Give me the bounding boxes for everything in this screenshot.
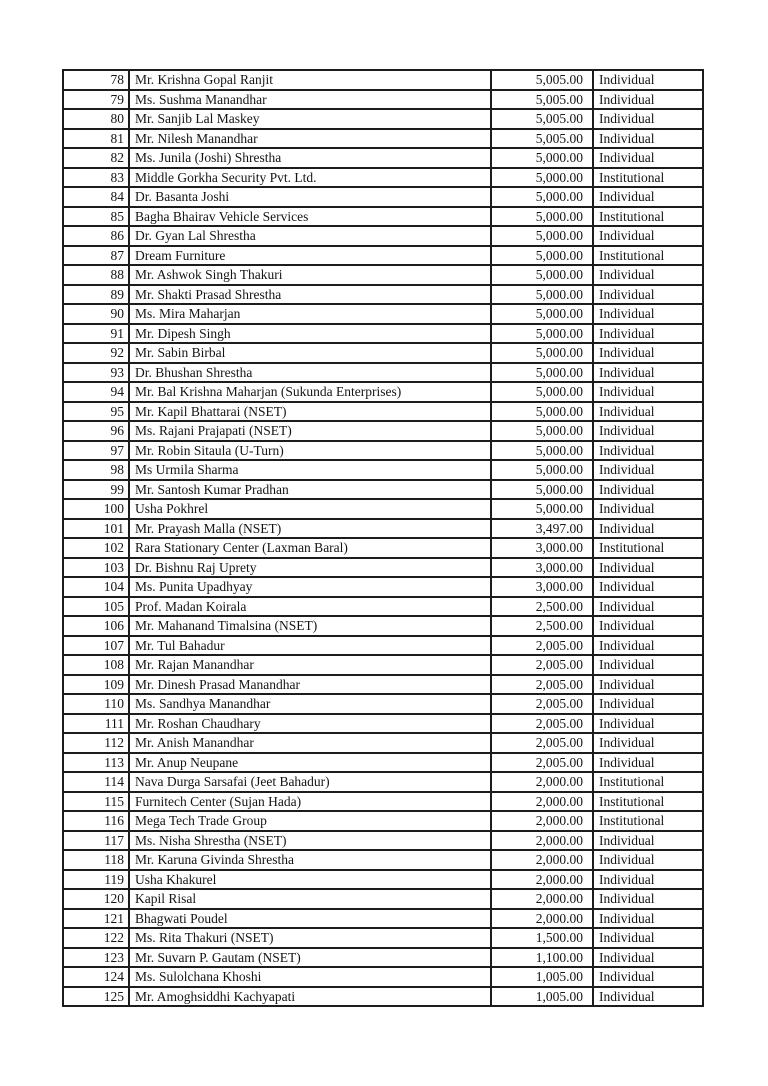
cell-donor-type: Individual <box>593 714 703 734</box>
cell-donor-type: Individual <box>593 480 703 500</box>
cell-donor-type: Individual <box>593 343 703 363</box>
cell-donor-name: Mr. Prayash Malla (NSET) <box>129 519 491 539</box>
cell-donor-name: Ms. Mira Maharjan <box>129 304 491 324</box>
cell-serial-number: 99 <box>63 480 129 500</box>
cell-donor-type: Institutional <box>593 246 703 266</box>
cell-donor-name: Mr. Suvarn P. Gautam (NSET) <box>129 948 491 968</box>
cell-donor-type: Individual <box>593 382 703 402</box>
cell-donor-type: Individual <box>593 675 703 695</box>
cell-amount: 5,000.00 <box>491 187 593 207</box>
cell-donor-type: Individual <box>593 109 703 129</box>
cell-donor-type: Individual <box>593 324 703 344</box>
table-row <box>63 441 703 461</box>
cell-serial-number: 81 <box>63 129 129 149</box>
cell-donor-type: Individual <box>593 558 703 578</box>
cell-amount: 5,005.00 <box>491 129 593 149</box>
cell-serial-number: 125 <box>63 987 129 1007</box>
cell-serial-number: 97 <box>63 441 129 461</box>
cell-amount: 2,000.00 <box>491 772 593 792</box>
cell-amount: 5,005.00 <box>491 109 593 129</box>
cell-amount: 5,000.00 <box>491 402 593 422</box>
cell-donor-type: Individual <box>593 285 703 305</box>
cell-serial-number: 102 <box>63 538 129 558</box>
cell-amount: 5,000.00 <box>491 324 593 344</box>
table-row <box>63 499 703 519</box>
cell-donor-type: Individual <box>593 187 703 207</box>
table-row <box>63 304 703 324</box>
cell-amount: 1,005.00 <box>491 987 593 1007</box>
cell-donor-name: Mr. Krishna Gopal Ranjit <box>129 70 491 90</box>
cell-amount: 2,000.00 <box>491 889 593 909</box>
cell-amount: 5,000.00 <box>491 285 593 305</box>
table-row <box>63 967 703 987</box>
cell-amount: 2,005.00 <box>491 714 593 734</box>
cell-amount: 2,000.00 <box>491 850 593 870</box>
cell-donor-type: Individual <box>593 831 703 851</box>
cell-donor-type: Individual <box>593 694 703 714</box>
cell-serial-number: 103 <box>63 558 129 578</box>
cell-serial-number: 122 <box>63 928 129 948</box>
cell-amount: 5,000.00 <box>491 265 593 285</box>
cell-serial-number: 90 <box>63 304 129 324</box>
table-row <box>63 480 703 500</box>
table-row <box>63 363 703 383</box>
cell-donor-name: Mr. Amoghsiddhi Kachyapati <box>129 987 491 1007</box>
table-row <box>63 538 703 558</box>
cell-donor-name: Ms. Rajani Prajapati (NSET) <box>129 421 491 441</box>
cell-amount: 5,005.00 <box>491 70 593 90</box>
cell-donor-type: Institutional <box>593 772 703 792</box>
cell-amount: 5,005.00 <box>491 90 593 110</box>
cell-serial-number: 113 <box>63 753 129 773</box>
cell-donor-name: Usha Khakurel <box>129 870 491 890</box>
cell-amount: 5,000.00 <box>491 460 593 480</box>
cell-amount: 5,000.00 <box>491 304 593 324</box>
table-row <box>63 733 703 753</box>
cell-amount: 5,000.00 <box>491 168 593 188</box>
table-row <box>63 655 703 675</box>
cell-serial-number: 80 <box>63 109 129 129</box>
cell-donor-type: Individual <box>593 753 703 773</box>
cell-donor-name: Rara Stationary Center (Laxman Baral) <box>129 538 491 558</box>
table-row <box>63 109 703 129</box>
cell-serial-number: 98 <box>63 460 129 480</box>
cell-amount: 3,497.00 <box>491 519 593 539</box>
cell-donor-name: Mr. Nilesh Manandhar <box>129 129 491 149</box>
cell-serial-number: 92 <box>63 343 129 363</box>
cell-donor-name: Mr. Mahanand Timalsina (NSET) <box>129 616 491 636</box>
cell-donor-type: Individual <box>593 636 703 656</box>
cell-donor-name: Mr. Bal Krishna Maharjan (Sukunda Enterprises) <box>129 382 491 402</box>
cell-donor-name: Prof. Madan Koirala <box>129 597 491 617</box>
cell-serial-number: 121 <box>63 909 129 929</box>
table-row <box>63 831 703 851</box>
cell-serial-number: 107 <box>63 636 129 656</box>
table-row <box>63 168 703 188</box>
cell-donor-name: Mr. Shakti Prasad Shrestha <box>129 285 491 305</box>
cell-donor-name: Mr. Kapil Bhattarai (NSET) <box>129 402 491 422</box>
table-row <box>63 519 703 539</box>
cell-serial-number: 110 <box>63 694 129 714</box>
cell-donor-type: Individual <box>593 304 703 324</box>
cell-donor-type: Individual <box>593 421 703 441</box>
cell-donor-name: Mr. Ashwok Singh Thakuri <box>129 265 491 285</box>
table-row <box>63 558 703 578</box>
cell-donor-name: Mr. Robin Sitaula (U-Turn) <box>129 441 491 461</box>
cell-amount: 2,005.00 <box>491 675 593 695</box>
cell-donor-type: Individual <box>593 90 703 110</box>
table-row <box>63 889 703 909</box>
cell-serial-number: 78 <box>63 70 129 90</box>
cell-serial-number: 100 <box>63 499 129 519</box>
cell-donor-type: Individual <box>593 616 703 636</box>
cell-amount: 2,500.00 <box>491 616 593 636</box>
table-row <box>63 987 703 1007</box>
cell-serial-number: 84 <box>63 187 129 207</box>
cell-donor-type: Individual <box>593 70 703 90</box>
cell-serial-number: 109 <box>63 675 129 695</box>
cell-donor-name: Mr. Roshan Chaudhary <box>129 714 491 734</box>
table-row <box>63 148 703 168</box>
table-row <box>63 636 703 656</box>
table-row <box>63 948 703 968</box>
cell-donor-type: Individual <box>593 519 703 539</box>
cell-serial-number: 120 <box>63 889 129 909</box>
cell-donor-name: Mr. Anup Neupane <box>129 753 491 773</box>
cell-amount: 2,005.00 <box>491 733 593 753</box>
cell-donor-type: Individual <box>593 889 703 909</box>
table-row <box>63 246 703 266</box>
cell-serial-number: 79 <box>63 90 129 110</box>
cell-donor-type: Individual <box>593 987 703 1007</box>
cell-donor-type: Individual <box>593 909 703 929</box>
cell-amount: 2,000.00 <box>491 811 593 831</box>
table-row <box>63 421 703 441</box>
cell-amount: 2,005.00 <box>491 753 593 773</box>
cell-amount: 1,500.00 <box>491 928 593 948</box>
cell-donor-name: Ms. Sulolchana Khoshi <box>129 967 491 987</box>
cell-donor-type: Individual <box>593 967 703 987</box>
cell-serial-number: 115 <box>63 792 129 812</box>
cell-donor-name: Ms. Sushma Manandhar <box>129 90 491 110</box>
cell-donor-name: Mr. Karuna Givinda Shrestha <box>129 850 491 870</box>
cell-donor-name: Usha Pokhrel <box>129 499 491 519</box>
cell-amount: 2,500.00 <box>491 597 593 617</box>
cell-donor-name: Kapil Risal <box>129 889 491 909</box>
cell-donor-type: Institutional <box>593 792 703 812</box>
cell-donor-name: Mr. Sanjib Lal Maskey <box>129 109 491 129</box>
cell-serial-number: 86 <box>63 226 129 246</box>
cell-donor-name: Furnitech Center (Sujan Hada) <box>129 792 491 812</box>
table-row <box>63 129 703 149</box>
table-row <box>63 909 703 929</box>
cell-amount: 1,100.00 <box>491 948 593 968</box>
cell-donor-type: Institutional <box>593 207 703 227</box>
cell-donor-name: Mr. Tul Bahadur <box>129 636 491 656</box>
cell-donor-type: Individual <box>593 363 703 383</box>
table-row <box>63 460 703 480</box>
cell-donor-name: Ms. Rita Thakuri (NSET) <box>129 928 491 948</box>
cell-serial-number: 114 <box>63 772 129 792</box>
cell-donor-name: Ms. Junila (Joshi) Shrestha <box>129 148 491 168</box>
cell-donor-name: Bhagwati Poudel <box>129 909 491 929</box>
donor-list-table <box>62 69 704 1007</box>
table-row <box>63 753 703 773</box>
cell-donor-type: Individual <box>593 850 703 870</box>
cell-serial-number: 104 <box>63 577 129 597</box>
cell-donor-name: Ms. Sandhya Manandhar <box>129 694 491 714</box>
cell-amount: 3,000.00 <box>491 538 593 558</box>
cell-donor-name: Mr. Anish Manandhar <box>129 733 491 753</box>
cell-donor-type: Individual <box>593 129 703 149</box>
cell-donor-type: Individual <box>593 597 703 617</box>
table-row <box>63 714 703 734</box>
cell-donor-name: Bagha Bhairav Vehicle Services <box>129 207 491 227</box>
table-row <box>63 187 703 207</box>
table-row <box>63 324 703 344</box>
cell-donor-type: Institutional <box>593 811 703 831</box>
cell-donor-name: Ms. Nisha Shrestha (NSET) <box>129 831 491 851</box>
cell-amount: 2,000.00 <box>491 831 593 851</box>
cell-donor-name: Mr. Sabin Birbal <box>129 343 491 363</box>
cell-serial-number: 93 <box>63 363 129 383</box>
cell-serial-number: 82 <box>63 148 129 168</box>
cell-amount: 2,000.00 <box>491 792 593 812</box>
cell-amount: 5,000.00 <box>491 363 593 383</box>
cell-serial-number: 123 <box>63 948 129 968</box>
cell-amount: 5,000.00 <box>491 499 593 519</box>
table-row <box>63 675 703 695</box>
table-row <box>63 597 703 617</box>
cell-serial-number: 101 <box>63 519 129 539</box>
table-row <box>63 850 703 870</box>
cell-amount: 5,000.00 <box>491 148 593 168</box>
cell-amount: 3,000.00 <box>491 558 593 578</box>
cell-donor-type: Individual <box>593 499 703 519</box>
cell-donor-name: Dream Furniture <box>129 246 491 266</box>
table-row <box>63 207 703 227</box>
table-row <box>63 343 703 363</box>
cell-donor-type: Individual <box>593 402 703 422</box>
cell-donor-name: Dr. Bishnu Raj Uprety <box>129 558 491 578</box>
cell-donor-name: Dr. Bhushan Shrestha <box>129 363 491 383</box>
cell-serial-number: 117 <box>63 831 129 851</box>
cell-serial-number: 118 <box>63 850 129 870</box>
cell-serial-number: 96 <box>63 421 129 441</box>
cell-donor-type: Individual <box>593 655 703 675</box>
table-row <box>63 792 703 812</box>
cell-amount: 2,000.00 <box>491 909 593 929</box>
cell-donor-name: Nava Durga Sarsafai (Jeet Bahadur) <box>129 772 491 792</box>
table-row <box>63 577 703 597</box>
table-row <box>63 402 703 422</box>
table-row <box>63 870 703 890</box>
cell-serial-number: 111 <box>63 714 129 734</box>
cell-donor-type: Individual <box>593 441 703 461</box>
cell-serial-number: 106 <box>63 616 129 636</box>
cell-donor-name: Ms Urmila Sharma <box>129 460 491 480</box>
cell-donor-type: Individual <box>593 460 703 480</box>
table-row <box>63 382 703 402</box>
table-row <box>63 226 703 246</box>
cell-serial-number: 88 <box>63 265 129 285</box>
cell-amount: 5,000.00 <box>491 480 593 500</box>
cell-amount: 5,000.00 <box>491 421 593 441</box>
table-row <box>63 70 703 90</box>
cell-serial-number: 91 <box>63 324 129 344</box>
cell-donor-type: Individual <box>593 577 703 597</box>
cell-donor-type: Individual <box>593 733 703 753</box>
cell-amount: 2,005.00 <box>491 655 593 675</box>
cell-donor-type: Institutional <box>593 168 703 188</box>
cell-serial-number: 94 <box>63 382 129 402</box>
cell-amount: 2,000.00 <box>491 870 593 890</box>
cell-serial-number: 116 <box>63 811 129 831</box>
cell-serial-number: 83 <box>63 168 129 188</box>
donor-table-body <box>63 70 703 1006</box>
cell-serial-number: 108 <box>63 655 129 675</box>
cell-serial-number: 119 <box>63 870 129 890</box>
cell-serial-number: 105 <box>63 597 129 617</box>
cell-donor-type: Individual <box>593 148 703 168</box>
table-row <box>63 90 703 110</box>
cell-serial-number: 87 <box>63 246 129 266</box>
cell-amount: 5,000.00 <box>491 226 593 246</box>
table-row <box>63 285 703 305</box>
table-row <box>63 928 703 948</box>
cell-amount: 5,000.00 <box>491 343 593 363</box>
cell-amount: 1,005.00 <box>491 967 593 987</box>
cell-amount: 3,000.00 <box>491 577 593 597</box>
cell-amount: 5,000.00 <box>491 246 593 266</box>
cell-amount: 5,000.00 <box>491 441 593 461</box>
cell-serial-number: 95 <box>63 402 129 422</box>
cell-amount: 5,000.00 <box>491 382 593 402</box>
cell-serial-number: 85 <box>63 207 129 227</box>
cell-donor-type: Individual <box>593 870 703 890</box>
cell-donor-type: Institutional <box>593 538 703 558</box>
table-row <box>63 811 703 831</box>
cell-donor-name: Mr. Santosh Kumar Pradhan <box>129 480 491 500</box>
cell-donor-type: Individual <box>593 928 703 948</box>
cell-donor-name: Dr. Gyan Lal Shrestha <box>129 226 491 246</box>
cell-serial-number: 89 <box>63 285 129 305</box>
table-row <box>63 694 703 714</box>
cell-donor-type: Individual <box>593 948 703 968</box>
table-row <box>63 265 703 285</box>
cell-donor-name: Mr. Dinesh Prasad Manandhar <box>129 675 491 695</box>
cell-amount: 5,000.00 <box>491 207 593 227</box>
cell-donor-name: Ms. Punita Upadhyay <box>129 577 491 597</box>
cell-donor-name: Mr. Dipesh Singh <box>129 324 491 344</box>
cell-amount: 2,005.00 <box>491 636 593 656</box>
cell-donor-name: Mega Tech Trade Group <box>129 811 491 831</box>
cell-donor-name: Dr. Basanta Joshi <box>129 187 491 207</box>
cell-donor-name: Mr. Rajan Manandhar <box>129 655 491 675</box>
cell-donor-type: Individual <box>593 265 703 285</box>
cell-serial-number: 124 <box>63 967 129 987</box>
table-row <box>63 616 703 636</box>
cell-amount: 2,005.00 <box>491 694 593 714</box>
cell-donor-name: Middle Gorkha Security Pvt. Ltd. <box>129 168 491 188</box>
table-row <box>63 772 703 792</box>
cell-donor-type: Individual <box>593 226 703 246</box>
cell-serial-number: 112 <box>63 733 129 753</box>
